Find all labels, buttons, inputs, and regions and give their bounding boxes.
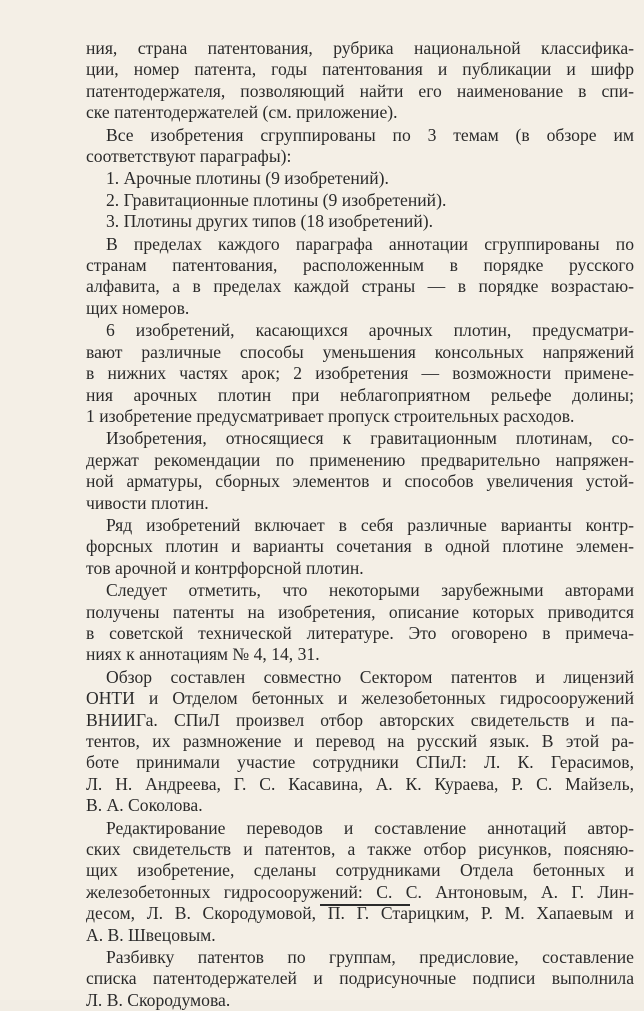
- text-line: ции, номер патента, годы патентования и публикации и шифр: [86, 59, 634, 80]
- paragraph-grouping: [86, 234, 634, 320]
- paragraph-arch-dams: [86, 320, 634, 427]
- section-divider: [320, 904, 410, 906]
- text-line: железобетонных гидросооружений: С. С. Антоновым, А. Г. Лин-: [86, 881, 634, 902]
- text-line: щих изобретение, сделаны сотрудниками Отдела бетонных и: [86, 860, 634, 881]
- text-line: Редактирование переводов и составление аннотаций автор-: [106, 817, 634, 838]
- text-line: Обзор составлен совместно Сектором патентов и лицензий: [106, 666, 634, 687]
- text-line: 1 изобретение предусматривает пропуск строительных расходов.: [86, 405, 575, 426]
- text-line: ских свидетельств и патентов, а также отбор рисунков, поясняю-: [86, 839, 634, 860]
- text-line: соответствуют параграфы):: [86, 146, 292, 167]
- text-line: десом, Л. В. Скородумовой, П. Г. Старицким, Р. М. Хапаевым и: [86, 903, 634, 924]
- paragraph-buttress-dams: [86, 515, 634, 579]
- list-item: 2. Гравитационные плотины (9 изобретений).: [106, 189, 447, 210]
- paragraph-compilers: [86, 667, 634, 817]
- text-line: щих номеров.: [86, 297, 190, 318]
- text-line: вают различные способы уменьшения консольных напряжений: [86, 341, 634, 362]
- text-line: списка патентодержателей и подрисуночные подписи выполнила: [86, 968, 634, 989]
- text-line: форсных плотин и варианты сочетания в одной плотине элемен-: [86, 536, 634, 557]
- text-line: 6 изобретений, касающихся арочных плотин, предусматри-: [106, 320, 634, 341]
- paragraph-final-credits: [86, 947, 634, 1011]
- topics-list: [86, 168, 634, 232]
- text-line: В пределах каждого параграфа аннотации сгруппированы по: [106, 233, 634, 254]
- body-text: [86, 38, 634, 1011]
- text-line: В. А. Соколова.: [86, 795, 203, 816]
- list-item: 3. Плотины других типов (18 изобретений).: [106, 211, 434, 232]
- text-line: Разбивку патентов по группам, предисловие, составление: [106, 947, 634, 968]
- text-line: ной арматуры, сборных элементов и способов увеличения устой-: [86, 471, 634, 492]
- text-line: чивости плотин.: [86, 492, 209, 513]
- paragraph-record-fields: [86, 38, 634, 124]
- list-item: 1. Арочные плотины (9 изобретений).: [106, 168, 389, 189]
- text-line: Изобретения, относящиеся к гравитационным плотинам, со-: [106, 428, 634, 449]
- text-line: в нижних частях арок; 2 изобретения — возможности примене-: [86, 363, 634, 384]
- text-line: ОНТИ и Отделом бетонных и железобетонных гидросооружений: [86, 688, 634, 709]
- text-line: ния, страна патентования, рубрика национальной классифика-: [86, 38, 634, 58]
- text-line: получены патенты на изобретения, описание которых приводится: [86, 601, 634, 622]
- text-line: ния арочных плотин при неблагоприятном рельефе долины;: [86, 384, 634, 405]
- text-line: держат рекомендации по применению предварительно напряжен-: [86, 449, 634, 470]
- text-line: ВНИИГа. СПиЛ произвел отбор авторских свидетельств и па-: [86, 709, 634, 730]
- text-line: тентов, их размножение и перевод на русский язык. В этой ра-: [86, 731, 634, 751]
- paragraph-gravity-dams: [86, 428, 634, 514]
- paragraph-foreign-authors: [86, 580, 634, 666]
- text-line: странам патентования, расположенным в порядке русского: [86, 255, 634, 276]
- text-line: Ряд изобретений включает в себя различные варианты контр-: [106, 514, 634, 535]
- text-line: Л. В. Скородумова.: [86, 989, 231, 1010]
- text-line: А. В. Швецовым.: [86, 924, 216, 945]
- text-line: тов арочной и контрфорсной плотин.: [86, 557, 364, 578]
- text-line: боте принимали участие сотрудники СПиЛ: Л. К. Герасимов,: [86, 752, 634, 773]
- paragraph-topics-intro: [86, 125, 634, 168]
- text-line: Все изобретения сгруппированы по 3 темам (в обзоре им: [106, 124, 634, 145]
- text-line: в советской технической литературе. Это оговорено в примеча-: [86, 622, 634, 643]
- text-line: Л. Н. Андреева, Г. С. Касавина, А. К. Кураева, Р. С. Майзель,: [86, 773, 634, 794]
- text-line: ниях к аннотациям № 4, 14, 31.: [86, 644, 320, 665]
- text-line: алфавита, а в пределах каждой страны — в порядке возрастаю-: [86, 276, 634, 297]
- text-line: патентодержателя, позволяющий найти его наименование в спи-: [86, 80, 634, 101]
- text-line: Следует отметить, что некоторыми зарубежными авторами: [106, 580, 634, 601]
- paragraph-editors: [86, 818, 634, 946]
- text-line: ске патентодержателей (см. приложение).: [86, 102, 398, 123]
